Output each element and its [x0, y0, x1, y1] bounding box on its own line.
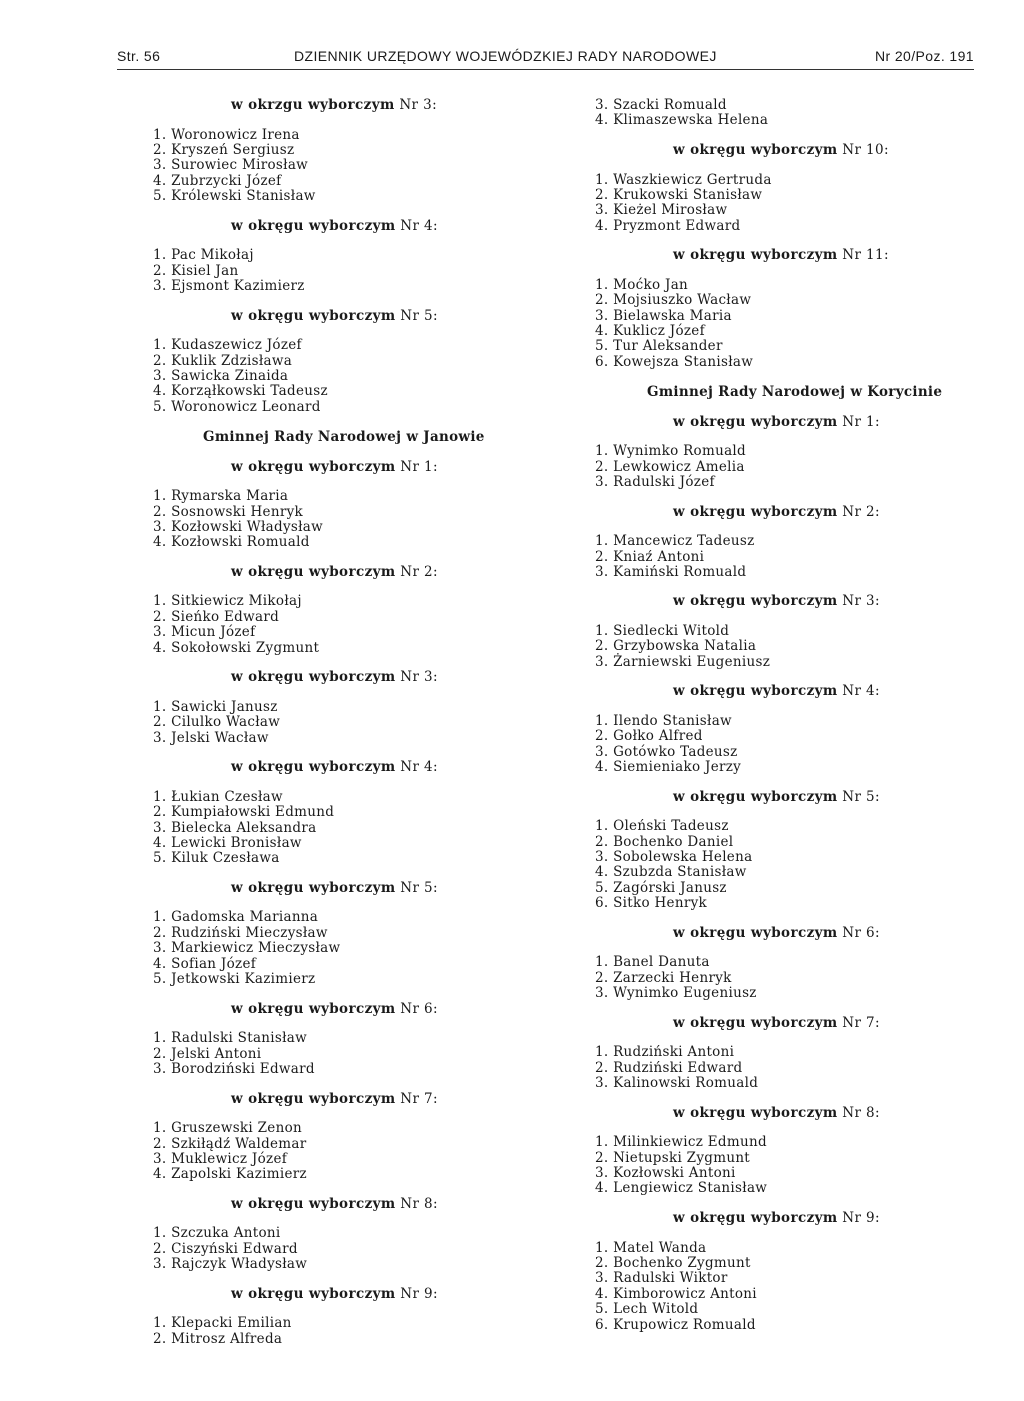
candidate-entry: 1. Waszkiewicz Gertruda — [595, 171, 772, 188]
candidate-entry: 1. Mancewicz Tadeusz — [595, 533, 755, 550]
candidate-entry: 3. Sawicka Zinaida — [153, 368, 289, 385]
candidate-entry: 4. Sofian Józef — [153, 955, 257, 972]
candidate-entry: 1. Woronowicz Irena — [153, 126, 300, 143]
candidate-entry: 3. Micun Józef — [153, 624, 256, 641]
candidate-entry: 5. Królewski Stanisław — [153, 188, 316, 205]
district-heading: w okręgu wyborczym Nr 4: — [231, 759, 438, 776]
candidate-list — [153, 248, 463, 294]
candidate-entry: 2. Krukowski Stanisław — [595, 186, 763, 203]
candidate-entry: 3. Jelski Wacław — [153, 729, 269, 746]
district-heading: w okrzgu wyborczym Nr 3: — [231, 97, 438, 113]
candidate-list — [595, 1045, 940, 1091]
candidate-entry: 2. Szkiłądź Waldemar — [153, 1135, 307, 1152]
candidate-entry: 3. Gotówko Tadeusz — [595, 743, 738, 760]
candidate-entry: 2. Sosnowski Henryk — [153, 503, 303, 520]
journal-title: DZIENNIK URZĘDOWY WOJEWÓDZKIEJ RADY NARODOWEJ — [294, 48, 717, 64]
candidate-list — [153, 1316, 463, 1347]
candidate-entry: 3. Sobolewska Helena — [595, 849, 753, 866]
district-heading: w okręgu wyborczym Nr 2: — [231, 563, 438, 580]
candidate-entry: 1. Radulski Stanisław — [153, 1030, 308, 1047]
candidate-entry: 2. Gołko Alfred — [595, 728, 703, 745]
candidate-entry: 1. Rudziński Antoni — [595, 1044, 735, 1061]
candidate-entry: 1. Gadomska Marianna — [153, 909, 319, 926]
candidate-entry: 2. Rudziński Edward — [595, 1059, 743, 1076]
candidate-entry: 2. Bochenko Zygmunt — [595, 1255, 751, 1272]
candidate-entry: 1. Szczuka Antoni — [153, 1225, 281, 1242]
candidate-entry: 4. Lengiewicz Stanisław — [595, 1180, 768, 1197]
district-heading: w okręgu wyborczym Nr 3: — [673, 593, 880, 610]
candidate-entry: 3. Kieżel Mirosław — [595, 202, 728, 219]
candidate-entry: 2. Cilulko Wacław — [153, 714, 281, 731]
district-heading: w okręgu wyborczym Nr 4: — [231, 217, 438, 234]
candidate-entry: 4. Klimaszewska Helena — [595, 112, 769, 129]
candidate-entry: 1. Klepacki Emilian — [153, 1315, 292, 1332]
candidate-list — [595, 278, 940, 370]
candidate-entry: 3. Żarniewski Eugeniusz — [595, 653, 771, 670]
candidate-entry: 1. Ilendo Stanisław — [595, 712, 732, 729]
candidate-list — [153, 338, 463, 415]
candidate-entry: 2. Nietupski Zygmunt — [595, 1149, 751, 1166]
candidate-list — [153, 700, 463, 746]
candidate-entry: 3. Szacki Romuald — [595, 97, 727, 113]
district-heading: w okręgu wyborczym Nr 5: — [673, 788, 880, 805]
candidate-list — [595, 714, 940, 776]
candidate-list — [595, 1241, 940, 1333]
candidate-entry: 4. Pryzmont Edward — [595, 217, 741, 234]
candidate-entry: 3. Borodziński Edward — [153, 1060, 315, 1077]
candidate-entry: 5. Woronowicz Leonard — [153, 398, 321, 415]
candidate-list — [153, 489, 463, 551]
candidate-entry: 1. Moćko Jan — [595, 276, 689, 293]
candidate-list — [595, 624, 940, 670]
candidate-entry: 5. Jetkowski Kazimierz — [153, 971, 316, 988]
candidate-entry: 2. Kisiel Jan — [153, 262, 239, 279]
district-heading: w okręgu wyborczym Nr 2: — [673, 503, 880, 520]
district-heading: w okręgu wyborczym Nr 1: — [231, 458, 438, 475]
candidate-entry: 6. Kowejsza Stanisław — [595, 353, 754, 370]
candidate-entry: 4. Kozłowski Romuald — [153, 534, 310, 551]
district-heading: w okręgu wyborczym Nr 8: — [231, 1195, 438, 1212]
candidate-list — [595, 955, 940, 1001]
issue-number: Nr 20/Poz. 191 — [875, 48, 974, 64]
candidate-entry: 2. Kryszeń Sergiusz — [153, 141, 295, 158]
district-heading: w okręgu wyborczym Nr 3: — [231, 669, 438, 686]
candidate-list — [153, 594, 463, 656]
candidate-entry: 2. Mojsiuszko Wacław — [595, 292, 752, 309]
candidate-entry: 5. Lech Witold — [595, 1301, 699, 1318]
council-heading-korycin: Gminnej Rady Narodowej w Korycinie — [647, 384, 943, 401]
candidate-list — [595, 98, 940, 129]
district-heading: w okręgu wyborczym Nr 11: — [673, 247, 889, 264]
left-column — [153, 97, 485, 1347]
candidate-entry: 3. Surowiec Mirosław — [153, 157, 309, 174]
district-heading: w okręgu wyborczym Nr 9: — [673, 1210, 880, 1227]
district-heading: w okręgu wyborczym Nr 1: — [673, 413, 880, 430]
council-heading-janow: Gminnej Rady Narodowej w Janowie — [203, 428, 485, 445]
page-header — [117, 48, 974, 70]
candidate-entry: 1. Łukian Czesław — [153, 788, 283, 805]
district-heading: w okręgu wyborczym Nr 5: — [231, 879, 438, 896]
district-heading: w okręgu wyborczym Nr 8: — [673, 1104, 880, 1121]
candidate-entry: 1. Pac Mikołaj — [153, 247, 254, 264]
candidate-entry: 2. Jelski Antoni — [153, 1045, 262, 1062]
district-heading: w okręgu wyborczym Nr 9: — [231, 1285, 438, 1302]
candidate-entry: 2. Kniaź Antoni — [595, 548, 705, 565]
candidate-entry: 2. Bochenko Daniel — [595, 833, 734, 850]
candidate-entry: 2. Kuklik Zdzisława — [153, 352, 293, 369]
candidate-entry: 2. Ciszyński Edward — [153, 1240, 298, 1257]
candidate-entry: 3. Kamiński Romuald — [595, 563, 747, 580]
candidate-entry: 5. Tur Aleksander — [595, 338, 723, 355]
candidate-entry: 1. Milinkiewicz Edmund — [595, 1134, 767, 1151]
candidate-list — [153, 790, 463, 867]
candidate-entry: 4. Sokołowski Zygmunt — [153, 639, 320, 656]
page-number: Str. 56 — [117, 48, 161, 64]
candidate-entry: 5. Kiluk Czesława — [153, 850, 280, 867]
candidate-list — [595, 173, 940, 235]
candidate-entry: 6. Krupowicz Romuald — [595, 1316, 756, 1333]
candidate-entry: 3. Radulski Wiktor — [595, 1270, 728, 1287]
candidate-list — [153, 1121, 463, 1183]
candidate-entry: 1. Siedlecki Witold — [595, 623, 730, 640]
candidate-list — [595, 444, 940, 490]
header-rule — [117, 69, 974, 70]
candidate-entry: 2. Grzybowska Natalia — [595, 638, 757, 655]
candidate-entry: 3. Kozłowski Antoni — [595, 1165, 736, 1182]
candidate-entry: 1. Matel Wanda — [595, 1239, 707, 1256]
candidate-entry: 3. Kozłowski Władysław — [153, 518, 323, 535]
candidate-entry: 1. Rymarska Maria — [153, 488, 289, 505]
district-heading: w okręgu wyborczym Nr 5: — [231, 307, 438, 324]
candidate-entry: 3. Ejsmont Kazimierz — [153, 278, 305, 295]
candidate-entry: 2. Sieńko Edward — [153, 608, 280, 625]
district-heading: w okręgu wyborczym Nr 4: — [673, 683, 880, 700]
district-heading: w okręgu wyborczym Nr 7: — [231, 1090, 438, 1107]
candidate-entry: 3. Rajczyk Władysław — [153, 1256, 308, 1273]
candidate-entry: 4. Lewicki Bronisław — [153, 834, 302, 851]
candidate-entry: 1. Gruszewski Zenon — [153, 1120, 302, 1137]
candidate-entry: 6. Sitko Henryk — [595, 895, 707, 912]
candidate-entry: 3. Muklewicz Józef — [153, 1150, 288, 1167]
district-heading: w okręgu wyborczym Nr 6: — [673, 924, 880, 941]
candidate-list — [153, 128, 463, 205]
candidate-entry: 1. Sawicki Janusz — [153, 698, 278, 715]
candidate-entry: 3. Kalinowski Romuald — [595, 1075, 759, 1092]
candidate-entry: 4. Zubrzycki Józef — [153, 172, 282, 189]
candidate-entry: 3. Bielecka Aleksandra — [153, 819, 317, 836]
candidate-entry: 1. Oleński Tadeusz — [595, 818, 729, 835]
candidate-entry: 2. Zarzecki Henryk — [595, 969, 732, 986]
candidate-list — [595, 534, 940, 580]
candidate-entry: 3. Radulski Józef — [595, 473, 715, 490]
candidate-entry: 4. Korząłkowski Tadeusz — [153, 383, 328, 400]
candidate-list — [595, 1135, 940, 1197]
district-heading: w okręgu wyborczym Nr 10: — [673, 141, 889, 158]
right-column — [595, 97, 943, 1333]
candidate-entry: 3. Wynimko Eugeniusz — [595, 985, 757, 1002]
candidate-entry: 1. Kudaszewicz Józef — [153, 337, 302, 354]
candidate-entry: 4. Zapolski Kazimierz — [153, 1166, 307, 1183]
candidate-entry: 2. Rudziński Mieczysław — [153, 924, 328, 941]
candidate-entry: 4. Siemieniako Jerzy — [595, 759, 742, 776]
candidate-entry: 4. Kuklicz Józef — [595, 323, 705, 340]
district-heading: w okręgu wyborczym Nr 6: — [231, 1000, 438, 1017]
district-heading: w okręgu wyborczym Nr 7: — [673, 1014, 880, 1031]
candidate-entry: 2. Lewkowicz Amelia — [595, 458, 745, 475]
candidate-list — [153, 1226, 463, 1272]
candidate-list — [595, 819, 940, 911]
candidate-entry: 1. Banel Danuta — [595, 954, 710, 971]
candidate-entry: 2. Mitrosz Alfreda — [153, 1330, 283, 1347]
candidate-entry: 2. Kumpiałowski Edmund — [153, 804, 335, 821]
candidate-entry: 3. Markiewicz Mieczysław — [153, 940, 341, 957]
candidate-entry: 3. Bielawska Maria — [595, 307, 732, 324]
candidate-list — [153, 910, 463, 987]
candidate-entry: 1. Sitkiewicz Mikołaj — [153, 593, 302, 610]
candidate-entry: 4. Kimborowicz Antoni — [595, 1285, 757, 1302]
candidate-list — [153, 1031, 463, 1077]
candidate-entry: 5. Zagórski Janusz — [595, 879, 727, 896]
candidate-entry: 4. Szubzda Stanisław — [595, 864, 747, 881]
candidate-entry: 1. Wynimko Romuald — [595, 443, 746, 460]
